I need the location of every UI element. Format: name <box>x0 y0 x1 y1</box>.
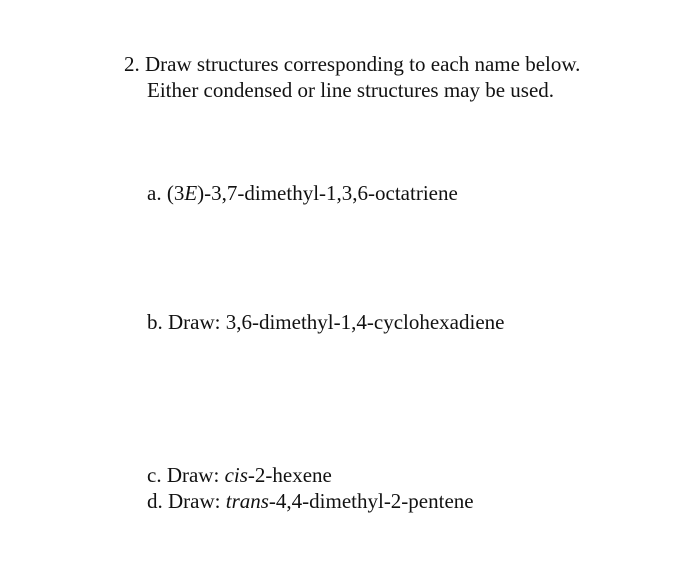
part-b: b. Draw: 3,6-dimethyl-1,4-cyclohexadiene <box>147 310 505 334</box>
question-line-2: Either condensed or line structures may be used. <box>147 78 555 102</box>
part-d-prefix: d. Draw: <box>147 489 226 513</box>
part-a-prefix: a. (3 <box>147 181 185 205</box>
part-c-prefix: c. Draw: <box>147 463 225 487</box>
part-a-italic: E <box>184 181 198 205</box>
part-d-italic: trans <box>225 489 269 513</box>
part-d <box>147 488 474 514</box>
part-c-italic: cis <box>224 463 248 487</box>
part-a <box>147 180 458 206</box>
question-instruction: Draw structures corresponding to each name below. <box>145 52 581 76</box>
part-c <box>147 462 332 488</box>
part-c-suffix: -2-hexene <box>247 463 332 487</box>
part-a-suffix: )-3,7-dimethyl-1,3,6-octatriene <box>197 181 458 205</box>
question-number: 2. <box>124 52 140 76</box>
question-line-1 <box>124 51 580 77</box>
part-d-suffix: -4,4-dimethyl-2-pentene <box>268 489 474 513</box>
